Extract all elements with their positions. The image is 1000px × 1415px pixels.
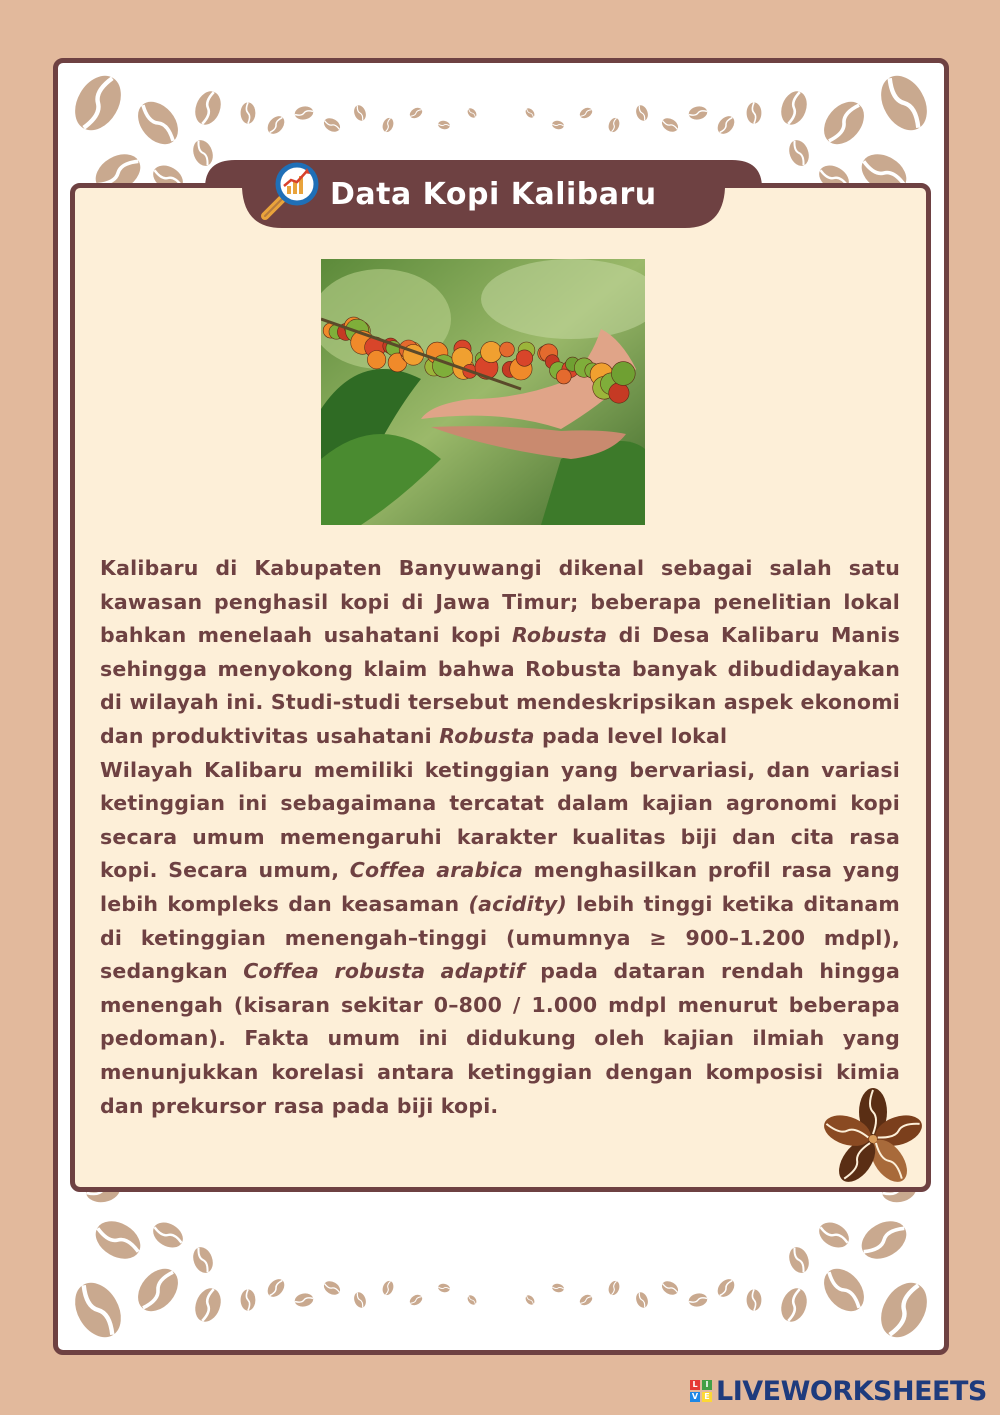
- article-text: [100, 552, 900, 1123]
- italic-term: Robusta: [439, 723, 535, 748]
- italic-term: Robusta: [511, 623, 608, 648]
- text-run: pada dataran rendah hingga menengah (kisaran sekitar 0–800 / 1.000 mdpl menurut beberapa pedoman). Fakta umum ini didukung oleh kajian ilmiah yang menunjukkan korelasi antara ketinggian dengan komposisi kimia dan prekursor rasa pada biji kopi.: [100, 959, 900, 1118]
- article-paragraph-1: [100, 552, 900, 754]
- magnifier-chart-icon: [257, 158, 323, 222]
- italic-term: Coffea robusta adaptif: [243, 959, 525, 984]
- text-run: Kalibaru di Kabupaten Banyuwangi dikenal sebagai salah satu kawasan penghasil kopi di Jawa Timur; beberapa penelitian lokal bahkan menelaah usahatani kopi: [100, 556, 900, 648]
- coffee-cherries-photo: [321, 259, 645, 525]
- liveworksheets-logo: [690, 1374, 987, 1408]
- text-run: lebih tinggi ketika ditanam di ketinggian menengah–tinggi (umumnya ≥ 900–1.200 mdpl), sedangkan: [100, 891, 900, 984]
- coffee-bean-flower-ornament: [817, 1087, 929, 1191]
- text-run: pada level lokal: [534, 723, 728, 748]
- italic-term: Coffea arabica: [349, 858, 524, 883]
- italic-term: (acidity): [468, 891, 567, 916]
- liveworksheets-logo-text: LIVEWORKSHEETS: [716, 1375, 987, 1407]
- page-title: Data Kopi Kalibaru: [330, 177, 657, 212]
- article-paragraph-2: [100, 754, 900, 1124]
- text-run: Wilayah Kalibaru memiliki ketinggian yang bervariasi, dan variasi ketinggian ini sebagaimana tercatat dalam kajian agronomi kopi secara umum memengaruhi karakter kualitas biji dan cita rasa kopi. Secara umum,: [100, 757, 900, 883]
- liveworksheets-logo-blocks: L I V E: [690, 1380, 712, 1402]
- text-run: menghasilkan profil rasa yang lebih kompleks dan keasaman: [100, 858, 900, 916]
- text-run: di Desa Kalibaru Manis sehingga menyokong klaim bahwa Robusta banyak dibudidayakan di wilayah ini. Studi-studi tersebut mendeskripsikan aspek ekonomi dan produktivitas usahatani: [100, 623, 900, 748]
